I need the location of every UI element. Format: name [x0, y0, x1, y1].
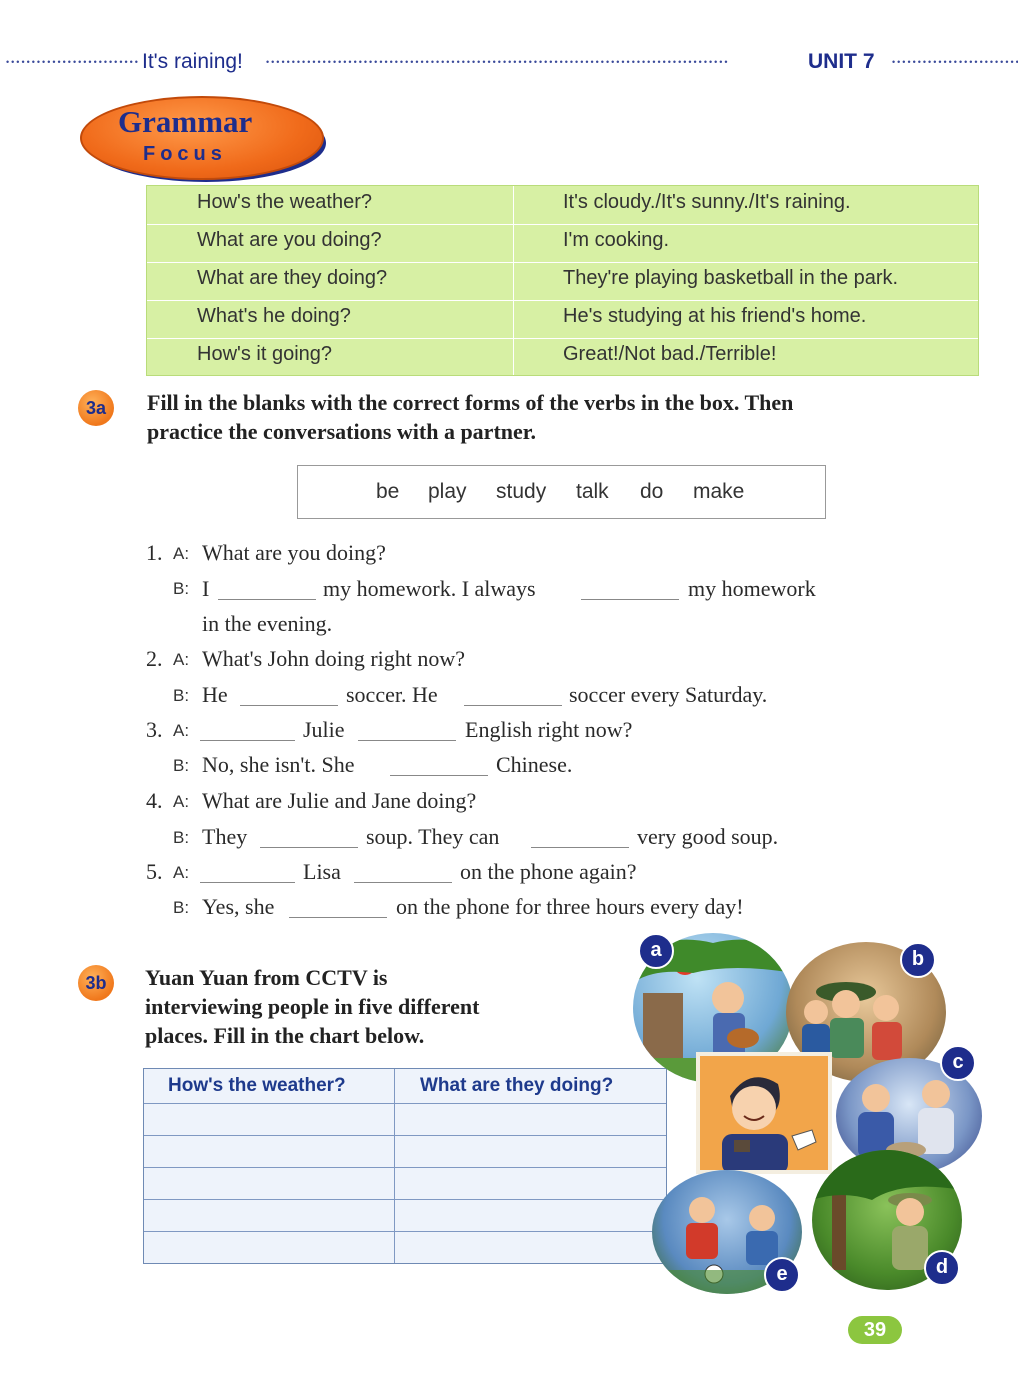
- activity-3b-instruction-line2: interviewing people in five different: [145, 994, 480, 1019]
- dialogue-text: on the phone for three hours every day!: [396, 894, 744, 919]
- chart-row-line: [144, 1199, 666, 1200]
- picture-label-b: b: [900, 942, 936, 978]
- activity-3a-badge: 3a: [78, 390, 114, 426]
- answer-blank[interactable]: [240, 705, 338, 706]
- item-number: 5.: [146, 859, 163, 884]
- dialogue-text: They: [202, 824, 248, 849]
- dialogue-text: Julie: [303, 717, 345, 742]
- chart-divider: [394, 1069, 395, 1263]
- speaker-a-label: A:: [173, 721, 190, 740]
- dialogue-text: What are you doing?: [202, 540, 386, 565]
- answer-blank[interactable]: [464, 705, 562, 706]
- dialogue-text: I: [202, 576, 210, 601]
- chart-row-line: [144, 1135, 666, 1136]
- grammar-question: How's the weather?: [197, 191, 373, 213]
- word-box-item: study: [496, 480, 547, 503]
- dialogue-text: He: [202, 682, 228, 707]
- grammar-row: [147, 300, 978, 339]
- grammar-focus-title: Grammar: [118, 104, 253, 139]
- dialogue-text: my homework. I always: [323, 576, 536, 601]
- speaker-b-label: B:: [173, 756, 190, 775]
- header-title: It's raining!: [142, 50, 243, 73]
- dialogue-text: on the phone again?: [460, 859, 637, 884]
- header-dots-right: [892, 52, 1018, 72]
- word-box-item: be: [376, 480, 400, 503]
- speaker-a-label: A:: [173, 792, 190, 811]
- dialogue-text: soccer every Saturday.: [569, 682, 768, 707]
- grammar-row: [147, 224, 978, 263]
- item-number: 4.: [146, 788, 163, 813]
- grammar-answer: He's studying at his friend's home.: [563, 305, 867, 327]
- grammar-focus-subtitle: Focus: [143, 143, 227, 165]
- grammar-question: What's he doing?: [197, 305, 351, 327]
- chart-row-line: [144, 1167, 666, 1168]
- header-unit: UNIT 7: [808, 50, 875, 73]
- chart-row-line: [144, 1231, 666, 1232]
- word-box-item: talk: [576, 480, 609, 503]
- dialogue-text: No, she isn't. She: [202, 752, 355, 777]
- dialogue-text: Yes, she: [202, 894, 275, 919]
- answer-blank[interactable]: [354, 882, 452, 883]
- answer-blank[interactable]: [260, 847, 358, 848]
- activity-3b-instruction-line1: Yuan Yuan from CCTV is: [145, 965, 388, 990]
- answer-blank[interactable]: [200, 740, 295, 741]
- verb-word-box: [297, 465, 826, 519]
- picture-label-a: a: [638, 933, 674, 969]
- word-box-item: do: [640, 480, 664, 503]
- chart-header-activity: What are they doing?: [420, 1075, 614, 1096]
- answer-blank[interactable]: [200, 882, 295, 883]
- speaker-b-label: B:: [173, 579, 190, 598]
- answer-blank[interactable]: [358, 740, 456, 741]
- grammar-table: [146, 185, 979, 376]
- grammar-row: [147, 262, 978, 301]
- speaker-a-label: A:: [173, 544, 190, 563]
- grammar-row: [147, 186, 978, 225]
- word-box-item: make: [693, 480, 745, 503]
- grammar-question: What are they doing?: [197, 267, 388, 289]
- activity-3a-instruction-line2: practice the conversations with a partner.: [147, 419, 537, 444]
- dialogue-text: Lisa: [303, 859, 341, 884]
- speaker-a-label: A:: [173, 863, 190, 882]
- speaker-b-label: B:: [173, 686, 190, 705]
- reporter-illustration: [700, 1056, 828, 1170]
- header-dots-left: [6, 52, 138, 72]
- picture-label-d: d: [924, 1250, 960, 1286]
- activity-3b-badge: 3b: [78, 965, 114, 1001]
- chart-table: [143, 1068, 667, 1264]
- word-box-item: play: [428, 480, 467, 503]
- item-number: 1.: [146, 540, 163, 565]
- picture-label-c: c: [940, 1045, 976, 1081]
- reporter-frame: [696, 1052, 832, 1174]
- grammar-row: [147, 338, 978, 376]
- page-number: 39: [848, 1316, 902, 1344]
- item-number: 2.: [146, 646, 163, 671]
- chart-header-weather: How's the weather?: [168, 1075, 346, 1096]
- dialogue-text: Chinese.: [496, 752, 573, 777]
- speaker-b-label: B:: [173, 898, 190, 917]
- dialogue-text: What's John doing right now?: [202, 646, 466, 671]
- dialogue-text: soccer. He: [346, 682, 438, 707]
- answer-blank[interactable]: [581, 599, 679, 600]
- grammar-question: What are you doing?: [197, 229, 382, 251]
- dialogue-text: soup. They can: [366, 824, 500, 849]
- grammar-question: How's it going?: [197, 343, 332, 365]
- chart-row-line: [144, 1103, 666, 1104]
- answer-blank[interactable]: [289, 917, 387, 918]
- answer-blank[interactable]: [218, 599, 316, 600]
- activity-3b-instruction-line3: places. Fill in the chart below.: [145, 1023, 425, 1048]
- picture-label-e: e: [764, 1257, 800, 1293]
- dialogue-text: my homework: [688, 576, 816, 601]
- grammar-answer: I'm cooking.: [563, 229, 670, 251]
- answer-blank[interactable]: [531, 847, 629, 848]
- dialogue-text: What are Julie and Jane doing?: [202, 788, 477, 813]
- dialogue-text: in the evening.: [202, 611, 333, 636]
- item-number: 3.: [146, 717, 163, 742]
- answer-blank[interactable]: [390, 775, 488, 776]
- dialogue-text: very good soup.: [637, 824, 779, 849]
- header-dots-middle: [266, 52, 802, 72]
- speaker-a-label: A:: [173, 650, 190, 669]
- dialogue-text: English right now?: [465, 717, 633, 742]
- grammar-answer: It's cloudy./It's sunny./It's raining.: [563, 191, 851, 213]
- grammar-answer: Great!/Not bad./Terrible!: [563, 343, 777, 365]
- grammar-answer: They're playing basketball in the park.: [563, 267, 899, 289]
- activity-3a-instruction-line1: Fill in the blanks with the correct forms of the verbs in the box. Then: [147, 390, 794, 415]
- speaker-b-label: B:: [173, 828, 190, 847]
